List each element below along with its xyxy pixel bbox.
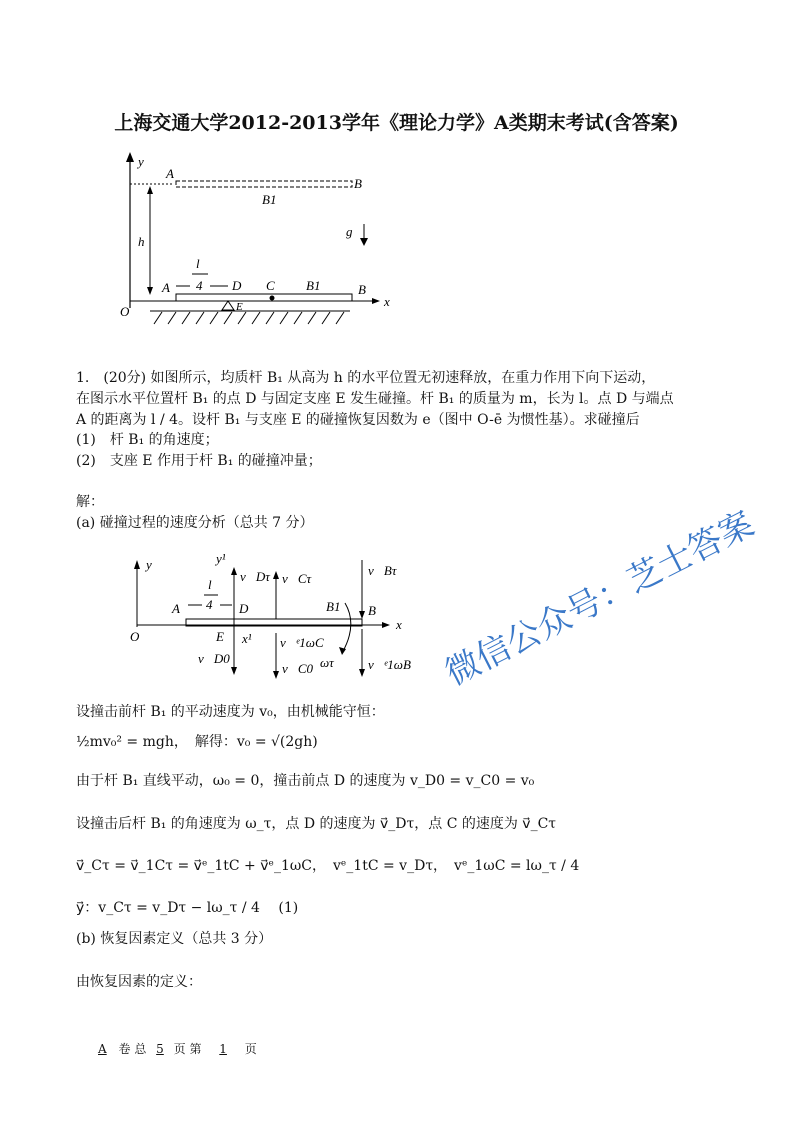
diagram-label: v⃗D0	[198, 651, 230, 666]
diagram-shape	[222, 301, 234, 310]
diagram-shape	[126, 152, 134, 162]
diagram-label: v⃗C0	[282, 661, 314, 676]
part-b-heading: (b) 恢复因素定义（总共 3 分）	[76, 931, 273, 947]
diagram-label: A	[172, 601, 180, 616]
diagram-shape	[238, 312, 246, 324]
diagram-shape	[134, 560, 140, 569]
diagram-shape	[322, 312, 330, 324]
diagram-label: B1	[326, 599, 341, 614]
problem-line-3: A 的距离为 l / 4。设杆 B₁ 与支座 E 的碰撞恢复因数为 e（图中 O-ē 为惯性基）。求碰撞后	[76, 412, 640, 428]
diagram-shape	[280, 312, 288, 324]
diagram-shape	[360, 238, 368, 246]
diagram-label: B	[368, 603, 376, 618]
diagram-shape	[176, 181, 352, 187]
diagram-label: B1	[306, 278, 321, 293]
diagram-label: x¹	[242, 631, 252, 646]
diagram-label: O	[120, 304, 130, 319]
diagram-label: D	[239, 601, 249, 616]
question-2: (2) 支座 E 作用于杆 B₁ 的碰撞冲量；	[76, 453, 322, 469]
question-1: (1) 杆 B₁ 的角速度；	[76, 432, 219, 448]
diagram-label: l	[208, 577, 212, 592]
diagram-shape	[154, 312, 344, 324]
diagram-label: v⃗ᵉ1ωB	[368, 657, 411, 672]
diagram-shape	[336, 312, 344, 324]
solution-label: 解：	[76, 494, 104, 510]
diagram-label: B	[358, 282, 366, 297]
diagram-label: l	[196, 256, 200, 271]
diagram-label: h	[138, 234, 145, 249]
diagram-shape	[266, 312, 274, 324]
footer-paper: A	[98, 1042, 107, 1056]
diagram-label: x	[396, 617, 402, 632]
diagram-shape	[196, 312, 204, 324]
solution-line-1: 设撞击前杆 B₁ 的平动速度为 v₀，由机械能守恒：	[76, 704, 385, 720]
solution-equation-energy: ½mv₀² = mgh， 解得：v₀ = √(2gh)	[76, 734, 318, 750]
diagram-label: C	[266, 278, 275, 293]
footer-text-1: 卷 总	[118, 1042, 147, 1056]
solution-line-4: 设撞击后杆 B₁ 的角速度为 ω_τ，点 D 的速度为 v⃗_Dτ，点 C 的速度为 v⃗_Cτ	[76, 816, 557, 832]
solution-equation-1: y⃗：v_Cτ = v_Dτ − lω_τ / 4 (1)	[76, 900, 299, 916]
diagram-shape	[294, 312, 302, 324]
diagram-label: ωτ	[320, 655, 334, 670]
diagram-shape	[168, 312, 176, 324]
solution-equation-velocity: v⃗_Cτ = v⃗_1Cτ = v⃗ᵉ_1tC + v⃗ᵉ_1ωC， vᵉ_1tC = v_Dτ， vᵉ_1ωC = lω_τ / 4	[76, 858, 580, 874]
diagram-shape	[342, 603, 351, 653]
diagram-label: v⃗ᵉ1ωC	[280, 635, 324, 650]
diagram-shape	[182, 312, 190, 324]
diagram-label: E	[236, 301, 243, 313]
diagram-shape	[210, 312, 218, 324]
diagram-label: v⃗Dτ	[240, 569, 270, 584]
diagram-label: v⃗Cτ	[282, 571, 312, 586]
diagram-shape	[147, 186, 153, 194]
watermark: 微信公众号：芝士答案	[439, 503, 761, 694]
footer-total-pages: 5	[156, 1042, 164, 1056]
diagram-label: y	[138, 154, 144, 169]
footer-page-number: 1	[219, 1042, 227, 1056]
page-footer	[90, 1040, 257, 1057]
diagram-label: y¹	[216, 551, 226, 566]
part-a-heading: (a) 碰撞过程的速度分析（总共 7 分）	[76, 515, 314, 531]
diagram-shape	[372, 298, 380, 304]
diagram-shape	[270, 296, 275, 301]
diagram-label: E	[216, 629, 224, 644]
diagram-shape	[273, 671, 279, 679]
figure-velocity-analysis	[120, 545, 430, 685]
diagram-label: B1	[262, 192, 277, 207]
diagram-shape	[231, 667, 237, 675]
figure-falling-rod	[110, 148, 410, 333]
diagram-label: 4	[196, 278, 203, 293]
diagram-label: D	[232, 278, 242, 293]
diagram-label: g	[346, 224, 353, 239]
diagram-shape	[359, 611, 365, 619]
diagram-shape	[252, 312, 260, 324]
diagram-label: 4	[206, 597, 213, 612]
diagram-shape	[273, 571, 279, 579]
diagram-shape	[154, 312, 162, 324]
problem-line-1: 1. (20分) 如图所示，均质杆 B₁ 从高为 h 的水平位置无初速释放，在重力作用下向下运动，	[76, 370, 656, 386]
page-title: 上海交通大学2012-2013学年《理论力学》A类期末考试(含答案)	[114, 112, 679, 134]
diagram-label: y	[146, 557, 152, 572]
diagram-shape	[176, 294, 352, 301]
diagram-label: A	[166, 166, 174, 181]
diagram-shape	[147, 287, 153, 295]
diagram-shape	[382, 622, 390, 628]
diagram-label: x	[384, 294, 390, 309]
solution-line-7: 由恢复因素的定义：	[76, 974, 202, 990]
diagram-label: O	[130, 629, 140, 644]
solution-line-3: 由于杆 B₁ 直线平动，ω₀ = 0，撞击前点 D 的速度为 v_D0 = v_C0 = v₀	[76, 773, 535, 789]
diagram-shape	[224, 312, 232, 324]
diagram-label: v⃗Bτ	[368, 563, 397, 578]
footer-text-2: 页 第	[173, 1042, 202, 1056]
diagram-label: B	[354, 176, 362, 191]
diagram-shape	[359, 669, 365, 677]
diagram-label: A	[162, 280, 170, 295]
footer-text-3: 页	[244, 1042, 257, 1056]
diagram-shape	[231, 567, 237, 575]
problem-line-2: 在图示水平位置杆 B₁ 的点 D 与固定支座 E 发生碰撞。杆 B₁ 的质量为 m，长为 l。点 D 与端点	[76, 391, 674, 407]
diagram-shape	[308, 312, 316, 324]
